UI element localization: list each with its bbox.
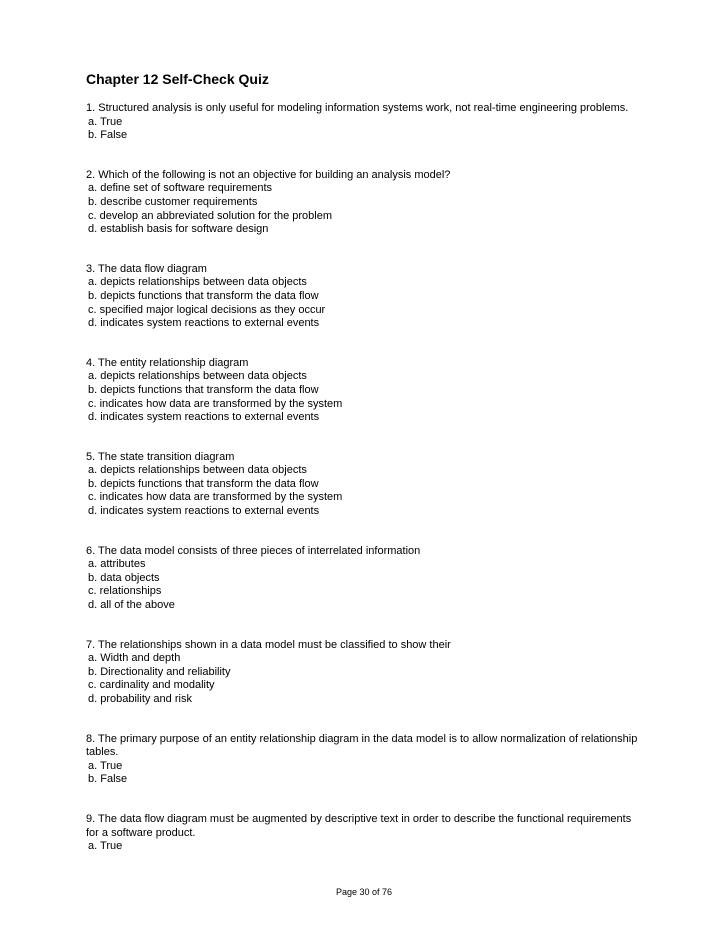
document-page (86, 70, 646, 880)
answer-option: a. depicts relationships between data objects (88, 370, 307, 383)
question-text: 8. The primary purpose of an entity relationship diagram in the data model is to allow normalization of relationship tables. (86, 732, 638, 759)
answer-option: c. cardinality and modality (88, 679, 215, 692)
answer-option: a. define set of software requirements (88, 182, 273, 195)
answer-option: d. all of the above (88, 599, 175, 612)
question-text: 2. Which of the following is not an objective for building an analysis model? (86, 168, 451, 181)
question-5 (86, 451, 646, 519)
question-3 (86, 263, 646, 331)
question-9 (86, 813, 646, 854)
question-text: 6. The data model consists of three pieces of interrelated information (86, 544, 421, 557)
answer-option: b. False (88, 773, 128, 786)
question-8 (86, 733, 646, 787)
answer-option: b. describe customer requirements (88, 195, 258, 208)
answer-option: b. False (88, 129, 128, 142)
answer-option: c. relationships (88, 585, 162, 598)
answer-option: b. depicts functions that transform the data flow (88, 383, 319, 396)
question-6 (86, 545, 646, 613)
answer-option: a. depicts relationships between data objects (88, 276, 307, 289)
answer-option: c. indicates how data are transformed by the system (88, 397, 343, 410)
answer-option: a. Width and depth (88, 652, 181, 665)
question-text: 7. The relationships shown in a data model must be classified to show their (86, 638, 451, 651)
answer-option: b. depicts functions that transform the data flow (88, 289, 319, 302)
answer-option: b. Directionality and reliability (88, 665, 231, 678)
answer-option: a. True (88, 840, 123, 853)
question-text: 9. The data flow diagram must be augmented by descriptive text in order to describe the functional requirements for a software product. (86, 812, 632, 839)
question-text: 3. The data flow diagram (86, 262, 207, 275)
answer-option: b. data objects (88, 571, 160, 584)
answer-option: b. depicts functions that transform the data flow (88, 477, 319, 490)
answer-option: c. develop an abbreviated solution for the problem (88, 209, 332, 222)
answer-option: d. probability and risk (88, 693, 192, 705)
answer-option: c. specified major logical decisions as they occur (88, 303, 326, 316)
answer-option: d. establish basis for software design (88, 223, 269, 236)
answer-option: c. indicates how data are transformed by the system (88, 491, 343, 504)
page-title: Chapter 12 Self-Check Quiz (86, 71, 269, 87)
answer-option: d. indicates system reactions to external events (88, 411, 320, 424)
page-number-footer: Page 30 of 76 (335, 887, 393, 897)
answer-option: d. indicates system reactions to external events (88, 505, 320, 518)
answer-option: d. indicates system reactions to external events (88, 317, 320, 330)
question-text: 5. The state transition diagram (86, 450, 235, 463)
answer-option: a. True (88, 115, 123, 128)
question-text: 4. The entity relationship diagram (86, 356, 249, 369)
question-7 (86, 639, 646, 707)
question-text: 1. Structured analysis is only useful for modeling information systems work, not real-time engineering problems. (86, 102, 629, 114)
answer-option: a. True (88, 759, 123, 772)
answer-option: a. depicts relationships between data objects (88, 464, 307, 477)
answer-option: a. attributes (88, 558, 146, 571)
question-2 (86, 169, 646, 237)
question-1 (86, 102, 646, 143)
question-4 (86, 357, 646, 425)
